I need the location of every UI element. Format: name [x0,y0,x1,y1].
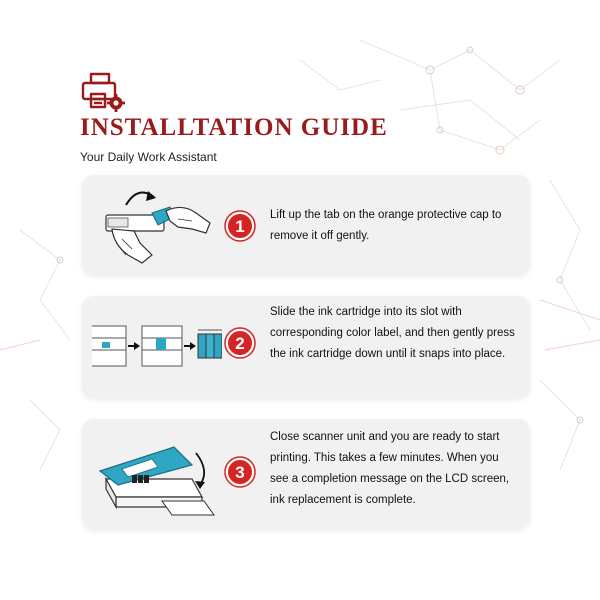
step-number-badge-2 [224,327,256,359]
step-number-2: 2 [235,334,245,353]
step-text-1: Lift up the tab on the orange protective cap to remove it off gently. [270,209,502,242]
step-number-badge-1 [224,210,256,242]
page-title: INSTALLTATION GUIDE [80,114,388,141]
step-card-1 [82,175,530,275]
step-text-2: Slide the ink cartridge into its slot with corresponding color label, and then gently press the ink cartridge down until it snaps into place. [270,306,515,360]
step-card-2 [82,296,530,398]
step-number-badge-3 [224,456,256,488]
printer-gear-icon [80,72,126,112]
insert-cartridge-sequence-icon [92,304,222,390]
step-text-3: Close scanner unit and you are ready to start printing. This takes a few minutes. When you see a completion message on the LCD screen, ink replacement is complete. [270,431,510,506]
step-number-1: 1 [235,217,245,236]
hand-removing-cartridge-cap-icon [92,183,217,267]
step-card-3 [82,419,530,529]
page-subtitle: Your Daily Work Assistant [80,150,217,164]
step-number-3: 3 [235,463,245,482]
printer-closing-scanner-icon [92,427,222,523]
